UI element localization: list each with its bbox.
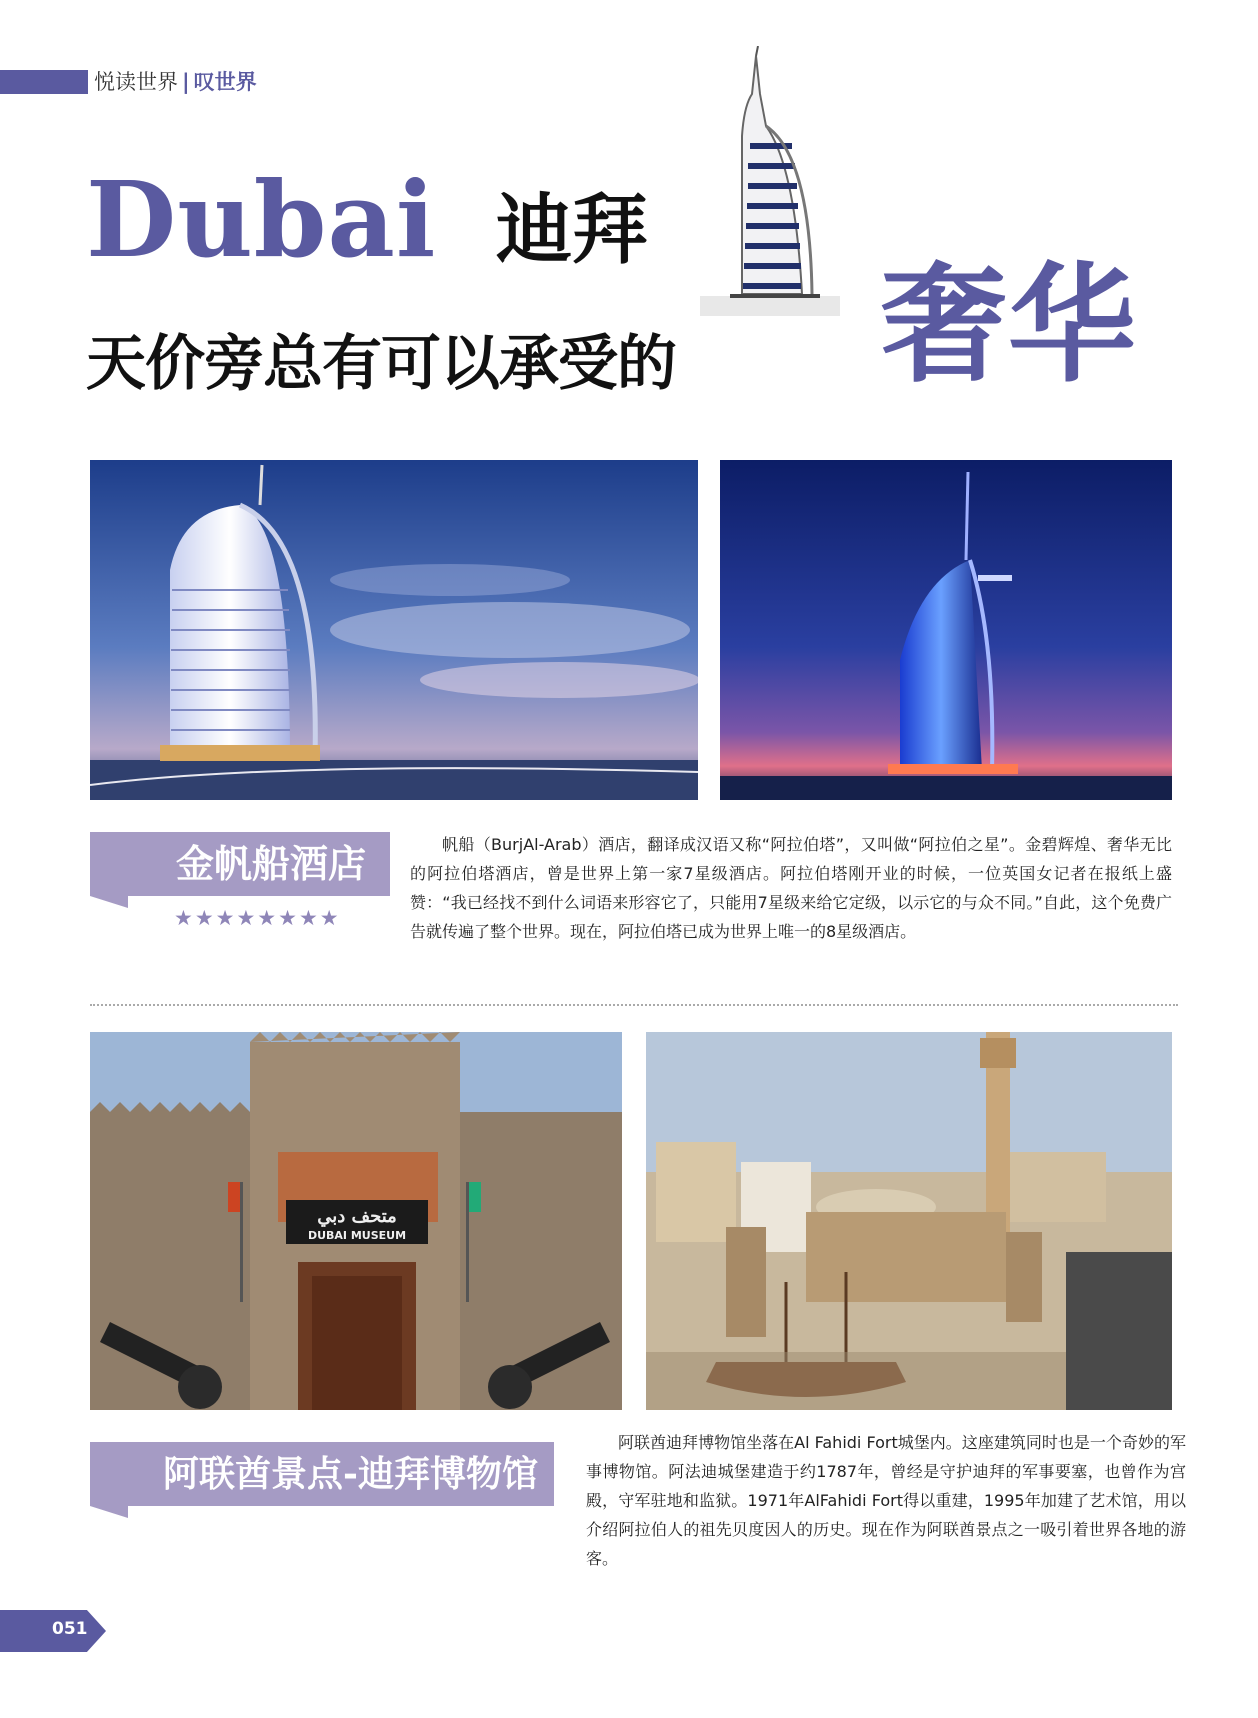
section-header <box>94 66 257 96</box>
section-divider <box>90 1004 1178 1006</box>
page-number: 051 <box>52 1619 88 1639</box>
svg-text:متحف دبي: متحف دبي <box>317 1206 397 1227</box>
subsection-title: 叹世界 <box>193 70 257 94</box>
section-title: 悦读世界 <box>94 70 178 94</box>
museum-label: 阿联酋景点-迪拜博物馆 <box>90 1442 554 1506</box>
title-dubai: Dubai <box>86 158 437 281</box>
hotel-label: 金帆船酒店 <box>90 832 390 896</box>
burj-al-arab-title-image <box>700 46 840 316</box>
museum-sign-text: DUBAI MUSEUM <box>307 1229 407 1242</box>
burj-al-arab-photo-night <box>720 460 1172 800</box>
hotel-star-rating: ★★★★★★★★ <box>174 906 341 930</box>
title-emphasis: 奢华 <box>880 251 1137 400</box>
dubai-museum-gate-photo <box>90 1032 622 1410</box>
title-dubai-cn: 迪拜 <box>496 185 648 274</box>
hotel-description: 帆船（BurjAl-Arab）酒店，翻译成汉语又称“阿拉伯塔”，又叫做“阿拉伯之星”。金碧辉煌、奢华无比的阿拉伯塔酒店，曾是世界上第一家7星级酒店。阿拉伯塔刚开业的时候，一位英国女记者在报纸上盛赞：“我已经找不到什么词语来形容它了，只能用7星级来给它定级，以示它的与众不同。”自此，这个免费广告就传遍了整个世界。现在，阿拉伯塔已成为世界上唯一的8星级酒店。 <box>410 835 1172 941</box>
museum-label-tail <box>90 1506 128 1518</box>
al-fahidi-fort-photo <box>646 1032 1172 1410</box>
burj-al-arab-photo-dusk <box>90 460 698 800</box>
museum-description: 阿联酋迪拜博物馆坐落在Al Fahidi Fort城堡内。这座建筑同时也是一个奇妙的军事博物馆。阿法迪城堡建造于约1787年，曾经是守护迪拜的军事要塞，也曾作为宫殿，守军驻地和监狱。1971年AlFahidi Fort得以重建，1995年加建了艺术馆，用以介绍阿拉伯人的祖先贝度因人的历史。现在作为阿联酋景点之一吸引着世界各地的游客。 <box>586 1433 1186 1568</box>
hotel-label-tail <box>90 896 128 908</box>
title-subtitle: 天价旁总有可以承受的 <box>86 329 676 399</box>
header-separator: | <box>182 70 190 94</box>
header-accent-bar <box>0 70 88 94</box>
